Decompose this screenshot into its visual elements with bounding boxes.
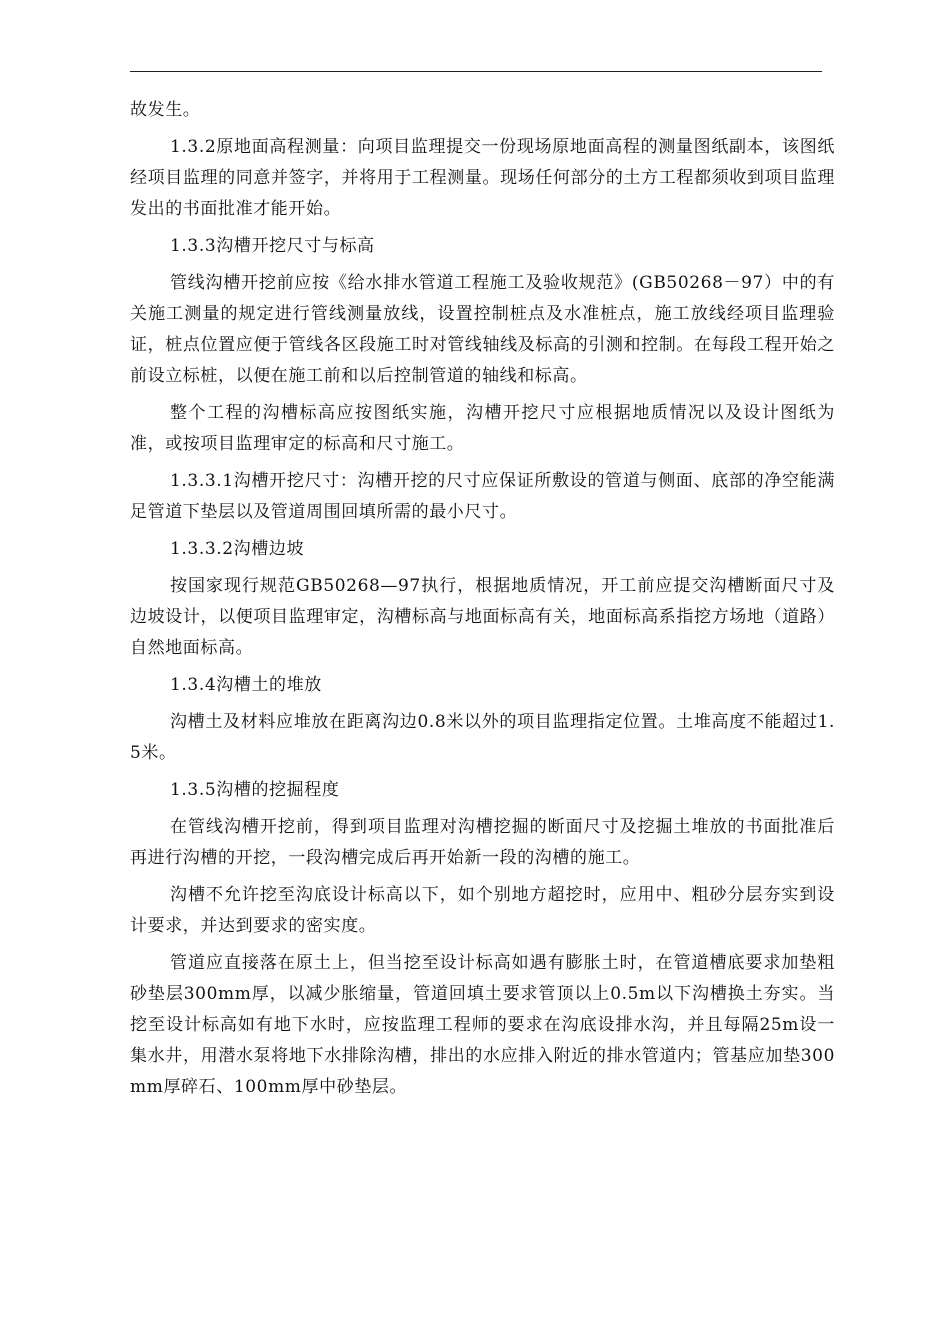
- paragraph: 管道应直接落在原土上，但当挖至设计标高如遇有膨胀土时，在管道槽底要求加垫粗砂垫层300mm厚，以减少胀缩量，管道回填土要求管顶以上0.5m以下沟槽换土夯实。当挖至设计标高如有地下水时，应按监理工程师的要求在沟底设排水沟，并且每隔25m设一集水井，用潜水泵将地下水排除沟槽，排出的水应排入附近的排水管道内；管基应加垫300mm厚碎石、100mm厚中砂垫层。: [130, 953, 835, 1097]
- document-body: [130, 95, 835, 1109]
- paragraph: 在管线沟槽开挖前，得到项目监理对沟槽挖掘的断面尺寸及挖掘土堆放的书面批准后再进行沟槽的开挖，一段沟槽完成后再开始新一段的沟槽的施工。: [130, 817, 835, 868]
- paragraph: 按国家现行规范GB50268—97执行，根据地质情况，开工前应提交沟槽断面尺寸及边坡设计，以便项目监理审定，沟槽标高与地面标高有关，地面标高系指挖方场地（道路）自然地面标高。: [130, 576, 835, 658]
- paragraph: 故发生。: [130, 100, 201, 120]
- paragraph: 沟槽不允许挖至沟底设计标高以下，如个别地方超挖时，应用中、粗砂分层夯实到设计要求，并达到要求的密实度。: [130, 885, 835, 936]
- paragraph: 沟槽土及材料应堆放在距离沟边0.8米以外的项目监理指定位置。土堆高度不能超过1.5米。: [130, 712, 835, 763]
- paragraph: 管线沟槽开挖前应按《给水排水管道工程施工及验收规范》(GB50268－97）中的有关施工测量的规定进行管线测量放线，设置控制桩点及水准桩点，施工放线经项目监理验证，桩点位置应便于管线各区段施工时对管线轴线及标高的引测和控制。在每段工程开始之前设立标桩，以便在施工前和以后控制管道的轴线和标高。: [130, 273, 835, 386]
- section-heading-1-3-4: 1.3.4沟槽土的堆放: [170, 675, 322, 695]
- section-heading-1-3-5: 1.3.5沟槽的挖掘程度: [170, 780, 340, 800]
- paragraph-section-1-3-2: 1.3.2原地面高程测量：向项目监理提交一份现场原地面高程的测量图纸副本，该图纸经项目监理的同意并签字，并将用于工程测量。现场任何部分的土方工程都须收到项目监理发出的书面批准才能开始。: [130, 137, 835, 219]
- paragraph: 整个工程的沟槽标高应按图纸实施，沟槽开挖尺寸应根据地质情况以及设计图纸为准，或按项目监理审定的标高和尺寸施工。: [130, 403, 835, 454]
- header-rule: [130, 71, 822, 72]
- paragraph-section-1-3-3-1: 1.3.3.1沟槽开挖尺寸：沟槽开挖的尺寸应保证所敷设的管道与侧面、底部的净空能满足管道下垫层以及管道周围回填所需的最小尺寸。: [130, 471, 835, 522]
- section-heading-1-3-3-2: 1.3.3.2沟槽边坡: [170, 539, 305, 559]
- section-heading-1-3-3: 1.3.3沟槽开挖尺寸与标高: [170, 236, 375, 256]
